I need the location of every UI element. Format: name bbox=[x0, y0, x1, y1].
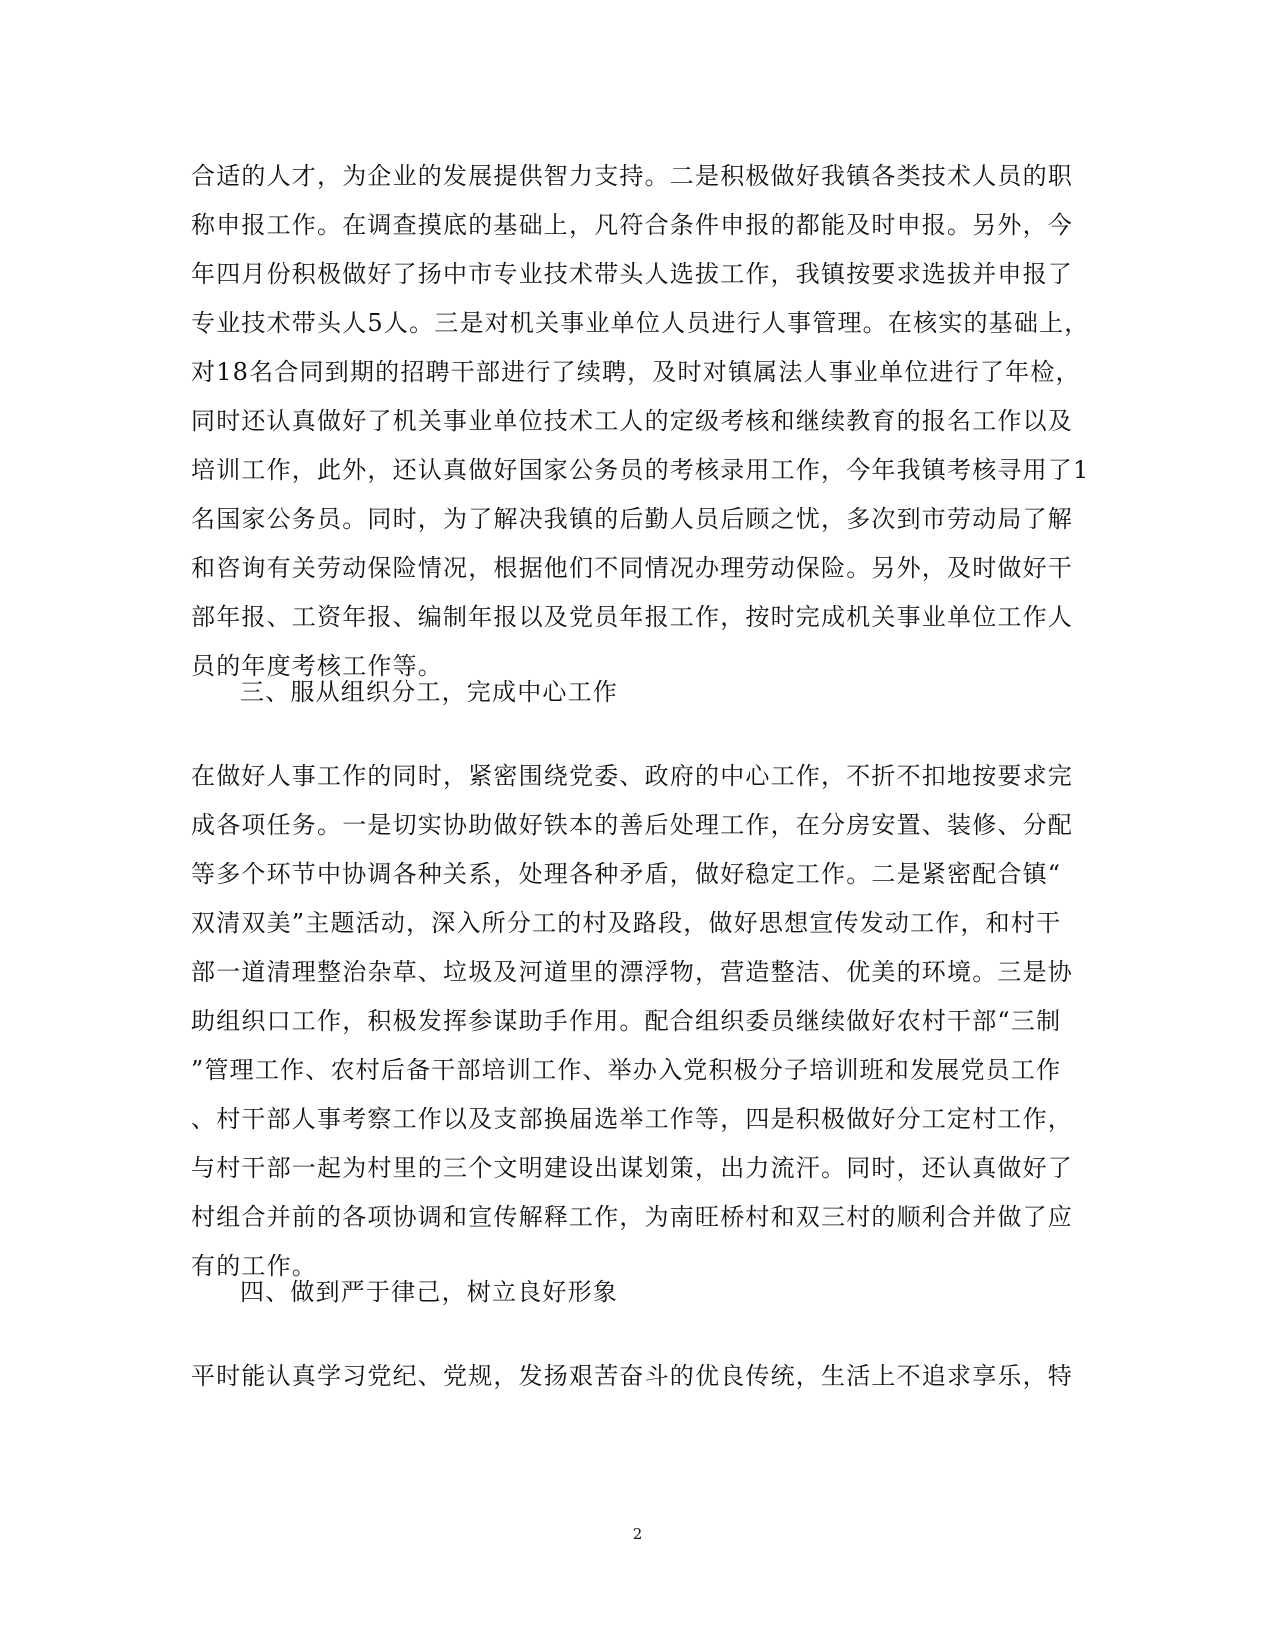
text-line: 双清双美”主题活动，深入所分工的村及路段，做好思想宣传发动工作，和村干 bbox=[191, 909, 1062, 937]
text-line: 部一道清理整治杂草、垃圾及河道里的漂浮物，营造整洁、优美的环境。三是协 bbox=[191, 958, 1073, 986]
text-line: 培训工作，此外，还认真做好国家公务员的考核录用工作，今年我镇考核寻用了1 bbox=[191, 456, 1090, 484]
paragraph-2 bbox=[191, 752, 1071, 1291]
text-line: 同时还认真做好了机关事业单位技术工人的定级考核和继续教育的报名工作以及 bbox=[191, 407, 1073, 435]
text-line: 平时能认真学习党纪、党规，发扬艰苦奋斗的优良传统，生活上不追求享乐，特 bbox=[191, 1362, 1073, 1390]
text-line: 村组合并前的各项协调和宣传解释工作，为南旺桥村和双三村的顺利合并做了应 bbox=[191, 1203, 1073, 1231]
section-heading-3: 三、服从组织分工，完成中心工作 bbox=[240, 678, 618, 706]
text-line: 称申报工作。在调查摸底的基础上，凡符合条件申报的都能及时申报。另外，今 bbox=[191, 211, 1073, 239]
text-line: 对18名合同到期的招聘干部进行了续聘，及时对镇属法人事业单位进行了年检， bbox=[191, 358, 1081, 386]
text-line: ”管理工作、农村后备干部培训工作、举办入党积极分子培训班和发展党员工作 bbox=[191, 1056, 1062, 1084]
text-line: 等多个环节中协调各种关系，处理各种矛盾，做好稳定工作。二是紧密配合镇“ bbox=[191, 860, 1062, 888]
paragraph-1 bbox=[191, 152, 1090, 691]
text-line: 年四月份积极做好了扬中市专业技术带头人选拔工作，我镇按要求选拔并申报了 bbox=[191, 260, 1073, 288]
paragraph-3 bbox=[191, 1352, 1071, 1401]
text-line: 成各项任务。一是切实协助做好铁本的善后处理工作，在分房安置、装修、分配 bbox=[191, 811, 1073, 839]
text-line: 员的年度考核工作等。 bbox=[191, 652, 443, 680]
text-line: 与村干部一起为村里的三个文明建设出谋划策，出力流汗。同时，还认真做好了 bbox=[191, 1154, 1073, 1182]
text-line: 合适的人才，为企业的发展提供智力支持。二是积极做好我镇各类技术人员的职 bbox=[191, 162, 1073, 190]
text-line: 部年报、工资年报、编制年报以及党员年报工作，按时完成机关事业单位工作人 bbox=[191, 603, 1073, 631]
text-line: 、村干部人事考察工作以及支部换届选举工作等，四是积极做好分工定村工作， bbox=[191, 1105, 1073, 1133]
section-heading-4: 四、做到严于律己，树立良好形象 bbox=[240, 1278, 618, 1306]
text-line: 在做好人事工作的同时，紧密围绕党委、政府的中心工作，不折不扣地按要求完 bbox=[191, 762, 1073, 790]
text-line: 助组织口工作，积极发挥参谋助手作用。配合组织委员继续做好农村干部“三制 bbox=[191, 1007, 1062, 1035]
page-number: 2 bbox=[632, 1525, 643, 1543]
text-line: 名国家公务员。同时，为了解决我镇的后勤人员后顾之忧，多次到市劳动局了解 bbox=[191, 505, 1073, 533]
text-line: 和咨询有关劳动保险情况，根据他们不同情况办理劳动保险。另外，及时做好干 bbox=[191, 554, 1073, 582]
text-line: 有的工作。 bbox=[191, 1252, 317, 1280]
text-line: 专业技术带头人5人。三是对机关事业单位人员进行人事管理。在核实的基础上， bbox=[191, 309, 1090, 337]
